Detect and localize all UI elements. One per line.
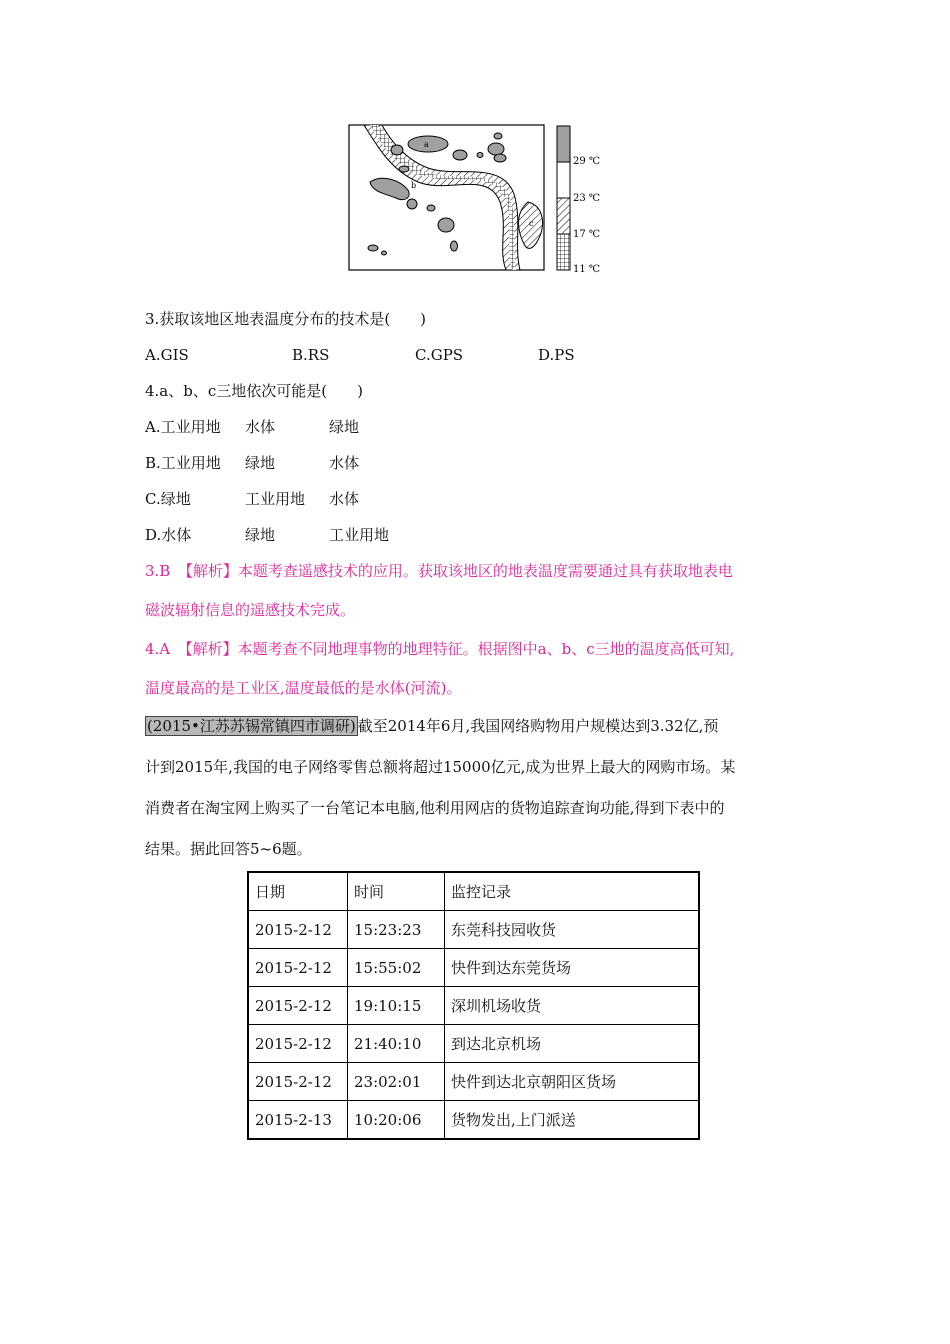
q4-option-c-1: C.绿地 (145, 490, 191, 508)
q4-option-b-2: 绿地 (245, 454, 276, 472)
header-record: 监控记录 (445, 872, 700, 911)
table-row (248, 949, 699, 987)
q4-option-b-1: B.工业用地 (145, 454, 221, 472)
cell-record: 货物发出,上门派送 (445, 1101, 700, 1140)
cell-date: 2015-2-13 (248, 1101, 348, 1140)
cell-date: 2015-2-12 (248, 1063, 348, 1101)
q3-option-a: A.GIS (145, 346, 189, 364)
cell-time: 23:02:01 (348, 1063, 445, 1101)
region-label-c: c (529, 219, 534, 228)
patch (407, 199, 417, 209)
cell-time: 21:40:10 (348, 1025, 445, 1063)
cell-date: 2015-2-12 (248, 1025, 348, 1063)
q4-option-c-3: 水体 (329, 490, 360, 508)
patch (382, 251, 387, 255)
q4-option-a-3: 绿地 (329, 418, 360, 436)
table-header-row (248, 872, 699, 911)
legend-label: 23 ℃ (573, 193, 601, 204)
cell-time: 10:20:06 (348, 1101, 445, 1140)
cell-date: 2015-2-12 (248, 911, 348, 949)
answer-4-line-1: 4.A 【解析】本题考查不同地理事物的地理特征。根据图中a、b、c三地的温度高低可知, (145, 640, 735, 658)
header-date: 日期 (248, 872, 348, 911)
cell-record: 快件到达北京朝阳区货场 (445, 1063, 700, 1101)
table-row (248, 987, 699, 1025)
passage-line-1-text: 截至2014年6月,我国网络购物用户规模达到3.32亿,预 (357, 717, 719, 735)
patch (494, 133, 502, 139)
patch (494, 154, 506, 162)
q4-option-d-3: 工业用地 (329, 526, 390, 544)
patch (391, 145, 403, 155)
temperature-map-figure (348, 122, 608, 274)
cell-time: 15:55:02 (348, 949, 445, 987)
table-row (248, 1101, 699, 1140)
patch (451, 241, 458, 251)
legend-swatch-hot (557, 126, 570, 162)
answer-3-line-1: 3.B 【解析】本题考查遥感技术的应用。获取该地区的地表温度需要通过具有获取地表电 (145, 562, 733, 580)
patch (368, 245, 378, 251)
passage-line-3: 消费者在淘宝网上购买了一台笔记本电脑,他利用网店的货物追踪查询功能,得到下表中的 (145, 799, 725, 817)
patch (427, 205, 435, 211)
patch (438, 218, 454, 232)
cell-time: 19:10:15 (348, 987, 445, 1025)
q4-option-a-1: A.工业用地 (145, 418, 221, 436)
legend-swatch-cold (557, 234, 570, 270)
q3-option-b: B.RS (292, 346, 330, 364)
table-row (248, 1063, 699, 1101)
legend-label: 11 ℃ (573, 264, 601, 274)
passage-line-1 (145, 716, 718, 736)
patch (488, 143, 504, 155)
legend-label: 17 ℃ (573, 229, 601, 240)
patch (453, 150, 467, 160)
source-tag: (2015•江苏苏锡常镇四市调研) (147, 717, 356, 735)
cell-record: 东莞科技园收货 (445, 911, 700, 949)
passage-line-4: 结果。据此回答5~6题。 (145, 840, 312, 858)
q4-option-b-3: 水体 (329, 454, 360, 472)
cell-record: 到达北京机场 (445, 1025, 700, 1063)
legend-swatch-cool (557, 198, 570, 234)
table-row (248, 1025, 699, 1063)
legend-swatch-warm (557, 162, 570, 198)
q3-option-c: C.GPS (415, 346, 464, 364)
question-4-stem: 4.a、b、c三地依次可能是( ) (145, 382, 363, 400)
patch (399, 166, 409, 172)
header-time: 时间 (348, 872, 445, 911)
q4-option-d-1: D.水体 (145, 526, 192, 544)
q3-option-d: D.PS (538, 346, 575, 364)
passage-line-2: 计到2015年,我国的电子网络零售总额将超过15000亿元,成为世界上最大的网购市场。某 (145, 758, 736, 776)
q4-option-a-2: 水体 (245, 418, 276, 436)
question-3-stem: 3.获取该地区地表温度分布的技术是( ) (145, 310, 427, 328)
table-row (248, 911, 699, 949)
q4-option-c-2: 工业用地 (245, 490, 306, 508)
tracking-table (247, 871, 700, 1140)
answer-3-line-2: 磁波辐射信息的遥感技术完成。 (145, 601, 356, 619)
region-label-a: a (424, 140, 429, 149)
q4-option-d-2: 绿地 (245, 526, 276, 544)
legend-label: 29 ℃ (573, 156, 601, 167)
patch (477, 153, 483, 158)
cell-date: 2015-2-12 (248, 949, 348, 987)
answer-4-line-2: 温度最高的是工业区,温度最低的是水体(河流)。 (145, 679, 462, 697)
region-label-b: b (411, 181, 417, 190)
cell-date: 2015-2-12 (248, 987, 348, 1025)
cell-record: 深圳机场收货 (445, 987, 700, 1025)
cell-record: 快件到达东莞货场 (445, 949, 700, 987)
cell-time: 15:23:23 (348, 911, 445, 949)
